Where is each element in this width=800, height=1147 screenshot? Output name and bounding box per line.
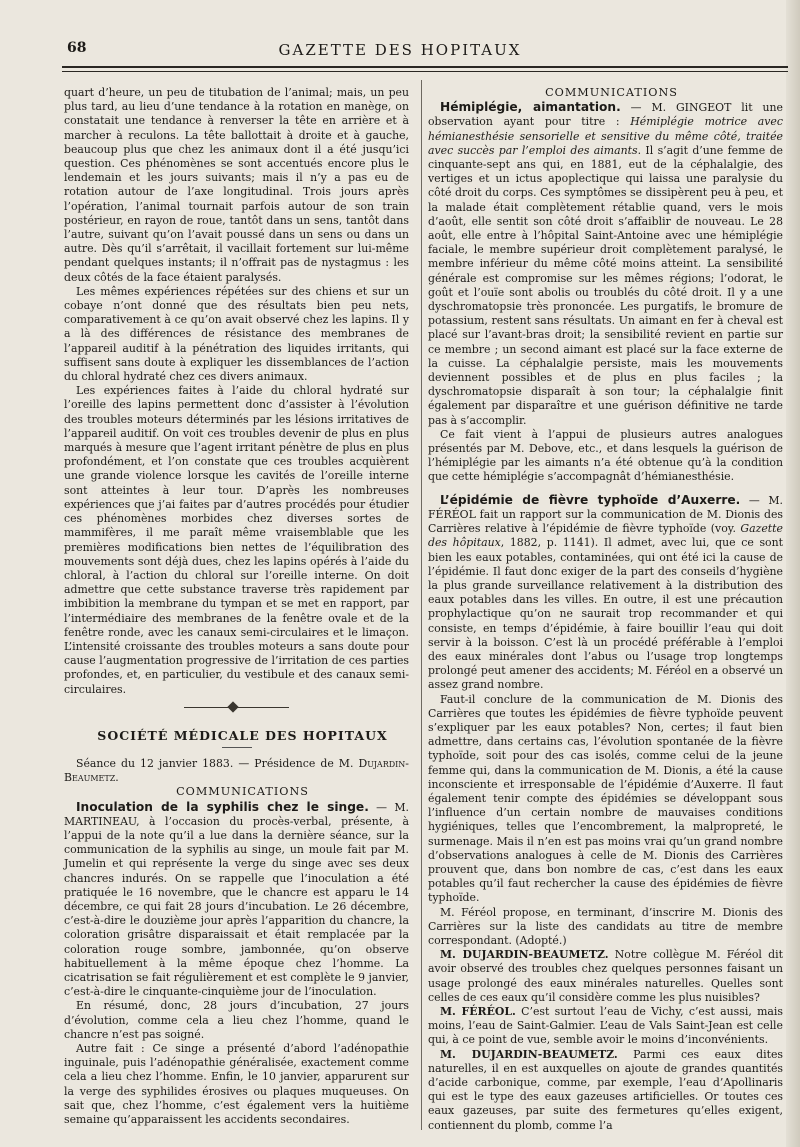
paragraph: Faut-il conclure de la communication de M. Dionis des Carrières que toutes les épidémies de fièvre typhoïde peuvent s’expliquer par les eaux potables? Non, certes; il faut bien admettre, dans certains cas, l’évolution spontanée de la fièvre typhoïde, soit pour des cas isolés, comme celui de la jeune femme qui, dans la communication de M. Dionis, a été la cause inconsciente et irresponsable de l’épidémie d’Auxerre. Il faut également tenir compte des épidémies se développant sous l’influence d’un certain nombre de mauvaises conditions hygiéniques, telles que l’encombrement, la malpropreté, le surmenage. Mais il n’en est pas moins vrai qu’un grand nombre d’observations analogues à celle de M. Dionis des Carrières prouvent que, dans bon nombre de cas, c’est dans les eaux potables qu’il faut rechercher la cause des épidémies de fièvre typhoïde.: [428, 692, 783, 905]
paragraph: Ce fait vient à l’appui de plusieurs autres analogues présentés par M. Debove, etc., et dans lesquels la guérison de l’hémiplégie par les aimants n’a été obtenue qu’à la condition que cette hémiplégie s’accompagnât d’hémianesthésie.: [428, 427, 783, 484]
seance-line: [64, 757, 409, 785]
hemiplegie-text-a: lit une observation ayant pour titre :: [428, 101, 783, 129]
syphilis-author: — M. MARTINEAU,: [64, 800, 409, 828]
seance-president: Dujardin-Beaumetz: [64, 756, 409, 785]
hemiplegie-text-b: . Il s’agit d’une femme de cinquante-sept ans qui, en 1881, eut de la céphalalgie, des vertiges et un ictus apoplectique qui laissa une paralysie du côté droit du corps. Ces symptômes se dissipèrent peu à peu, et la malade était complètement rétablie quand, vers le mois d’août, elle sentit son côté droit s’affaiblir de nouveau. Le 28 août, elle entre à l’hôpital Saint-Antoine avec une hémiplégie faciale, le membre supérieur droit complètement paralysé, le membre inférieur du même côté moins atteint. La sensibilité générale est compromise sur les mêmes régions; l’odorat, le goût et l’ouïe sont abolis ou troublés du côté droit. Il y a une dyschromatopsie très prononcée. Les purgatifs, le bromure de potassium, restent sans résultats. Un aimant en fer à cheval est placé sur l’avant-bras droit; la sensibilité revient en partie sur ce membre ; un second aimant est placé sur la face externe de la cuisse. La céphalalgie persiste, mais les mouvements deviennent possibles et de plus en plus faciles ; la dyschromatopsie disparaît à son tour; la céphalalgie finit également par disparaître et une guérison définitive ne tarde pas à s’accomplir.: [428, 143, 783, 427]
paragraph: Les expériences faites à l’aide du chloral hydraté sur l’oreille des lapins permettent donc d’assister à l’évolution des troubles moteurs déterminés par les lésions irritatives de l’appareil auditif. On voit ces troubles devenir de plus en plus marqués à mesure que l’agent irritant pénètre de plus en plus profondément, et l’on constate que ces troubles acquièrent une grande violence lorsque les cavités de l’oreille interne sont atteintes à leur tour. D’après les nombreuses expériences que j’ai faites par d’autres procédés pour étudier ces phénomènes morbides chez diverses sortes de mammifères, il me paraît même vraisemblable que les premières modifications bien nettes de l’équilibration des mouvements sont déjà dues, chez les lapins opérés à l’aide du chloral, à l’action du chloral sur l’oreille interne. On doit admettre que cette substance traverse très rapidement par imbibition la membrane du tympan et se met en rapport, par l’intermédiaire des membranes de la fenêtre ovale et de la fenêtre ronde, avec les canaux semi-circulaires et le limaçon. L’intensité croissante des troubles moteurs a sans doute pour cause l’augmentation progressive de l’irritation de ces parties profondes, et, en particulier, du vestibule et des canaux semi-circulaires.: [64, 384, 409, 696]
left-column: [64, 86, 409, 1127]
communications-heading: COMMUNICATIONS: [545, 86, 678, 99]
speaker-text: Notre collègue M. Féréol dit avoir observé des troubles chez quelques personnes faisant un usage prolongé des eaux minérales naturelles. Quelles sont celles de ces eaux qu’il considère comme les plus nuisibles?: [428, 948, 783, 1004]
syphilis-title: Inoculation de la syphilis chez le singe.: [76, 799, 369, 814]
section-ornament: [64, 697, 409, 719]
seance-prefix: Séance du 12 janvier 1883. — Présidence de M.: [76, 756, 359, 770]
communications-heading: COMMUNICATIONS: [176, 785, 309, 799]
hemiplegie-italic-title: Hémiplégie motrice avec hémianesthésie sensorielle et sensitive du même côté, traitée avec succès par l’emploi des aimants: [428, 115, 783, 157]
header-rule-thick: [62, 66, 788, 68]
paragraph: quart d’heure, un peu de titubation de l’animal; mais, un peu plus tard, au lieu d’une tendance à la rotation en manège, on constatait une tendance à renverser la tête en arrière et à marcher à reculons. La tête ballottait à droite et à gauche, beaucoup plus que chez les animaux dont il a été jusqu’ici question. Ces phénomènes se sont accentués encore plus le lendemain et les jours suivants; mais il n’y a pas eu de rotation autour de l’axe longitudinal. Trois jours après l’opération, l’animal tournait parfois autour de son train postérieur, en rayon de roue, tantôt dans un sens, tantôt dans l’autre, suivant qu’on l’avait poussé dans un sens ou dans un autre. Dès qu’il s’arrêtait, il vacillait fortement sur lui-même pendant quelques instants; il n’offrait pas de nystagmus : les deux côtés de la face étaient paralysés.: [64, 86, 409, 284]
paragraph: [428, 493, 783, 693]
speaker-text: C’est surtout l’eau de Vichy, c’est aussi, mais moins, l’eau de Saint-Galmier. L’eau de Vals Saint-Jean est celle qui, à ce point de vue, semble avoir le moins d’inconvénients.: [428, 1005, 783, 1047]
typhoide-author: — M. FÉRÉOL: [428, 493, 784, 521]
paragraph: [428, 948, 783, 1005]
paragraph: [428, 1005, 783, 1048]
right-column: [428, 86, 783, 1133]
page-edge: [786, 0, 800, 1147]
typhoide-text-b: , 1882, p. 1141). Il admet, avec lui, que ce sont bien les eaux potables, contaminées, qui ont été ici la cause de l’épidémie. Il faut donc exiger de la part des conseils d’hygiène la plus grande surveillance relativement à la distribution des eaux potables dans les villes. En outre, il est une précaution prophylactique qu’on ne saurait trop recommander et qui consiste, en temps d’épidémie, à faire bouillir l’eau qui doit servir à la boisson. C’est là un procédé préférable à l’emploi des eaux minérales dont l’abus ou l’usage trop longtemps prolongé peut amener des accidents; M. Féréol en a observé un assez grand nombre.: [428, 536, 783, 692]
header-rule-thin: [62, 71, 788, 72]
hemiplegie-author: — M. GINGEOT: [620, 101, 732, 115]
typhoide-text-a: fait un rapport sur la communication de M. Dionis des Carrières relative à l’épidémie de fièvre typhoïde (voy.: [428, 507, 783, 536]
paragraph: En résumé, donc, 28 jours d’incubation, 27 jours d’évolution, comme cela a lieu chez l’homme, quand le chancre n’est pas soigné.: [64, 999, 409, 1041]
society-title: SOCIÉTÉ MÉDICALE DES HOPITAUX: [97, 727, 388, 743]
speaker-text: Parmi ces eaux dites naturelles, il en est auxquelles on ajoute de grandes quantités d’acide carbonique, comme, par exemple, l’eau d’Apollinaris qui est le type des eaux gazeuses artificielles. Or toutes ces eaux gazeuses, par suite des fermetures qu’elles exigent, contiennent du plomb, comme l’a: [428, 1047, 783, 1132]
seance-suffix: .: [115, 771, 119, 785]
paragraph: Autre fait : Ce singe a présenté d’abord l’adénopathie inguinale, puis l’adénopathie généralisée, exactement comme cela a lieu chez l’homme. Enfin, le 10 janvier, apparurent sur la verge des syphilides érosives ou plaques muqueuses. On sait que, chez l’homme, c’est également vers la huitième semaine qu’apparaissent les accidents secondaires.: [64, 1042, 409, 1127]
running-title: GAZETTE DES HOPITAUX: [278, 41, 522, 59]
syphilis-text: à l’occasion du procès-verbal, présente, à l’appui de la note qu’il a lue dans la dernière séance, sur la communication de la syphilis au singe, un moule fait par M. Jumelin et qui représente la verge du singe avec ses deux chancres indurés. On se rappelle que l’inoculation a été pratiquée le 16 novembre, que le chancre est apparu le 14 décembre, ce qui fait 28 jours d’incubation. Le 26 décembre, c’est-à-dire le douzième jour après l’apparition du chancre, la coloration grisâtre disparaissait et était remplacée par la coloration rouge sombre, jambonnée, qu’on observe habituellement à la même époque chez l’homme. La cicatrisation se fait régulièrement et est complète le 9 janvier, c’est-à-dire le cinquante-cinquième jour de l’inoculation.: [64, 814, 409, 999]
speaker-name: M. DUJARDIN-BEAUMETZ.: [440, 1047, 618, 1061]
hemiplegie-title: Hémiplégie, aimantation.: [440, 100, 621, 115]
paragraph: Les mêmes expériences répétées sur des chiens et sur un cobaye n’ont donné que des résultats bien peu nets, comparativement à ce qu’on avait observé chez les lapins. Il y a là des différences de résistance des membranes de l’appareil auditif à la pénétration des liquides irritants, qui suffisent sans doute à expliquer les dissemblances de l’action du chloral hydraté chez ces divers animaux.: [64, 284, 409, 384]
column-separator: [421, 80, 422, 1130]
page-number: 68: [67, 40, 87, 56]
typhoide-title: L’épidémie de fièvre typhoïde d’Auxerre.: [440, 492, 741, 507]
paragraph: [428, 1048, 783, 1133]
paragraph: M. Féréol propose, en terminant, d’inscrire M. Dionis des Carrières sur la liste des candidats au titre de membre correspondant. (Adopté.): [428, 905, 783, 947]
paragraph: [64, 800, 409, 1000]
paragraph: [428, 100, 783, 428]
title-rule: [222, 747, 252, 748]
speaker-name: M. FÉRÉOL.: [440, 1005, 516, 1018]
typhoide-italic-ref: Gazette des hôpitaux: [428, 522, 783, 550]
speaker-name: M. DUJARDIN-BEAUMETZ.: [440, 948, 609, 962]
